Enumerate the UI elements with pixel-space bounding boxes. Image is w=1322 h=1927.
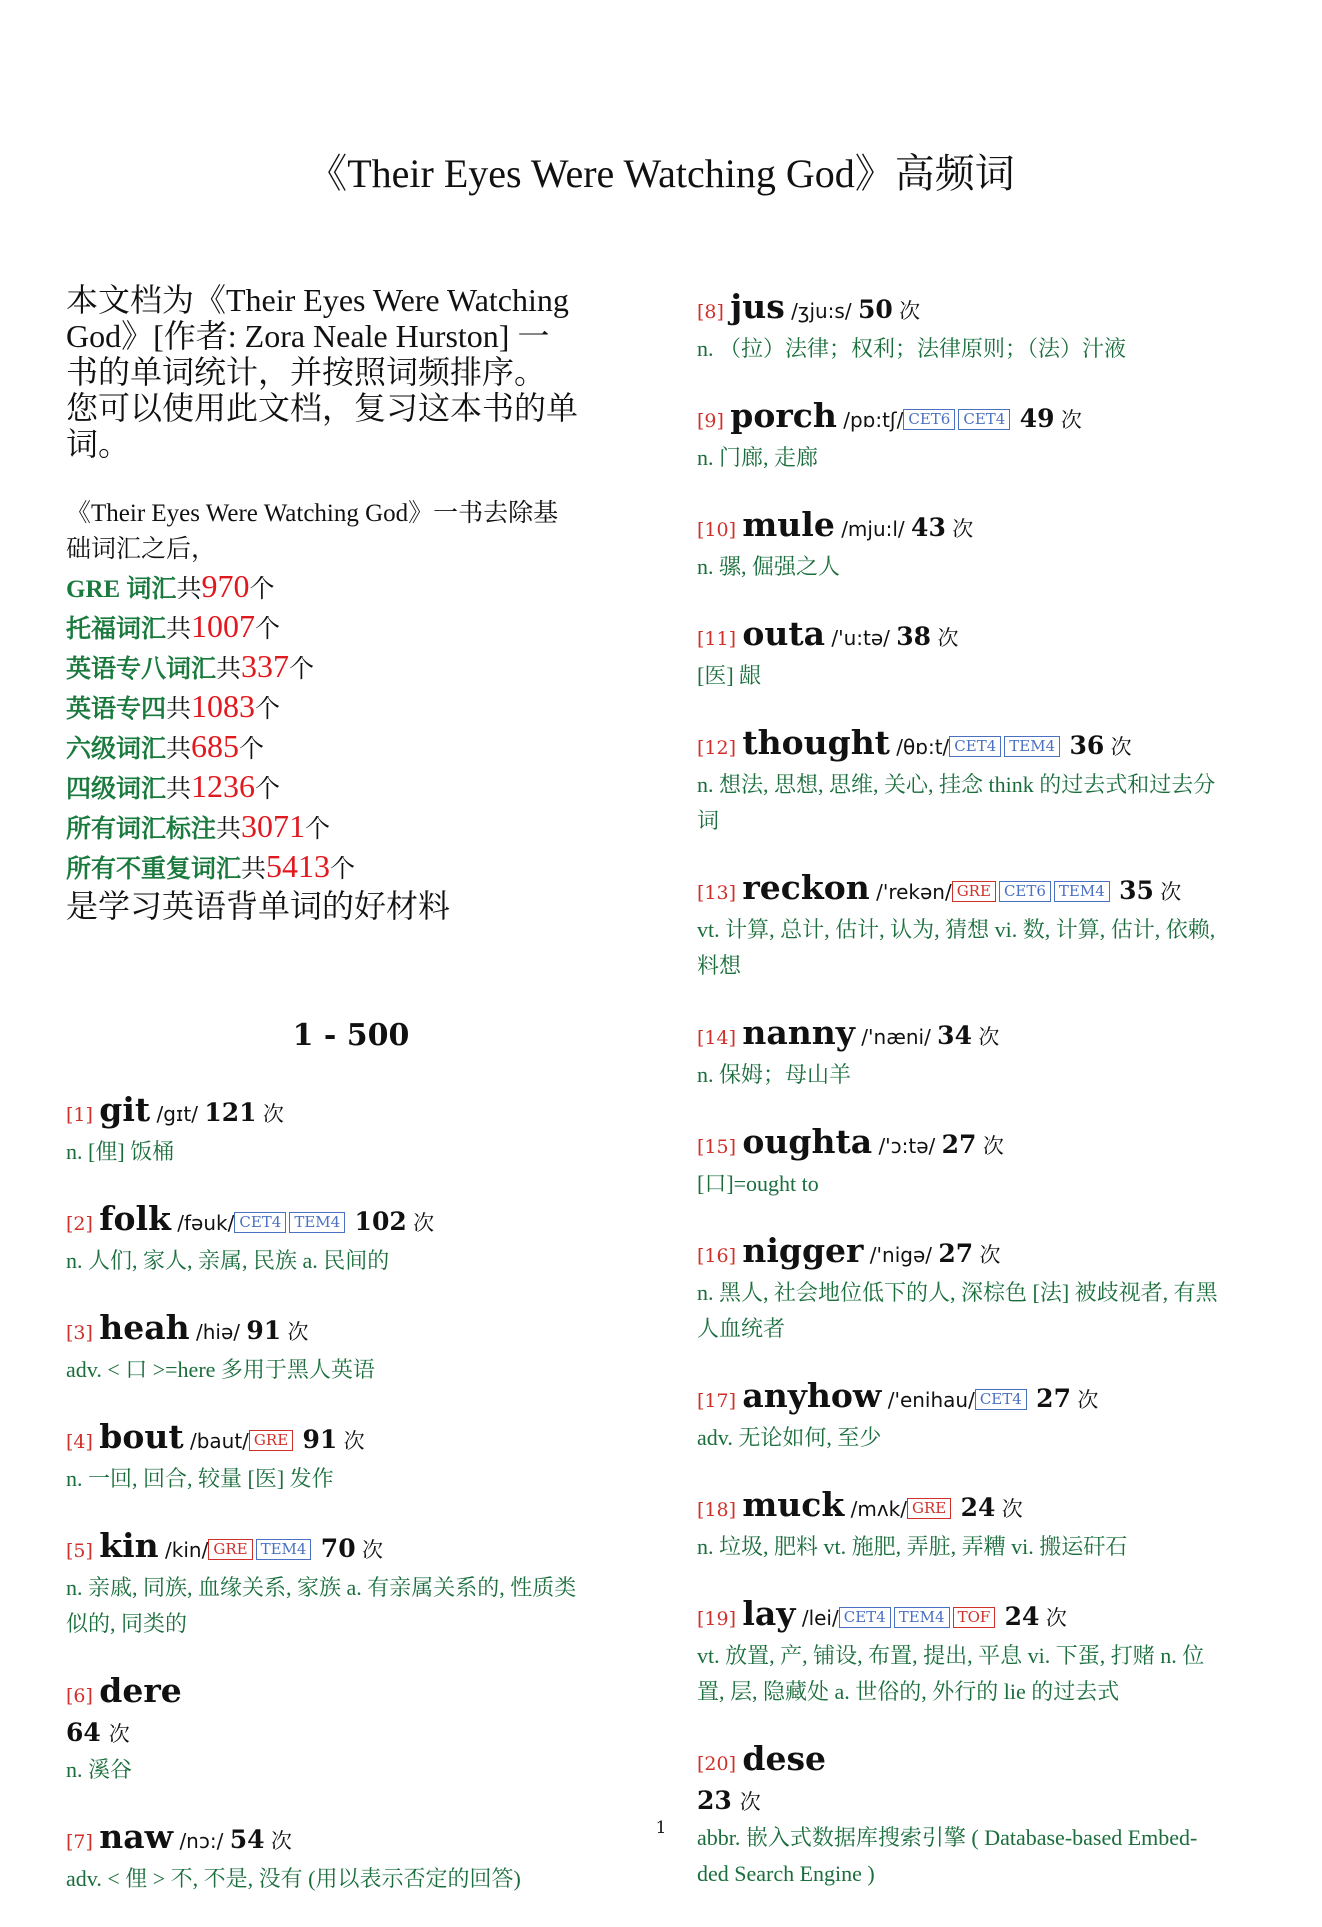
stat-label: 六级词汇 <box>66 736 167 763</box>
entry-pronunciation: /lei/ <box>801 1606 839 1630</box>
entry-header <box>697 1595 1277 1638</box>
frequency-unit: 次 <box>978 1025 1000 1049</box>
word-entry <box>697 615 1277 694</box>
range-heading: 1 - 500 <box>292 1018 410 1053</box>
entry-list-right <box>697 288 1277 1892</box>
stat-count: 1007 <box>191 608 256 644</box>
stat-count: 3071 <box>241 808 306 844</box>
entry-word: jus <box>730 287 785 326</box>
entry-frequency: 24 <box>960 1493 996 1522</box>
stat-row <box>66 688 636 728</box>
entry-definition: ded Search Engine ) <box>697 1861 875 1886</box>
entry-frequency: 70 <box>320 1534 356 1563</box>
frequency-unit: 次 <box>982 1134 1004 1158</box>
frequency-unit: 次 <box>739 1790 761 1814</box>
page-number: 1 <box>655 1818 667 1838</box>
stat-post: 个 <box>255 776 281 803</box>
entry-header <box>66 1527 636 1570</box>
exam-tag: CET4 <box>975 1389 1027 1410</box>
word-entry <box>66 1200 636 1279</box>
entry-list-left <box>66 1091 636 1897</box>
entry-word: outa <box>742 614 826 653</box>
frequency-unit: 次 <box>361 1538 383 1562</box>
stat-label: 四级词汇 <box>66 776 167 803</box>
entry-header <box>66 1418 636 1461</box>
entry-frequency: 24 <box>1004 1602 1040 1631</box>
entry-frequency: 27 <box>941 1130 977 1159</box>
exam-tag: GRE <box>907 1498 951 1519</box>
entry-pronunciation: /kin/ <box>165 1538 209 1562</box>
entry-pronunciation: /pɒ:tʃ/ <box>843 408 904 432</box>
exam-tag: TOF <box>953 1607 996 1628</box>
exam-tag: GRE <box>952 881 996 902</box>
entry-frequency: 54 <box>229 1825 265 1854</box>
word-entry <box>697 397 1277 476</box>
entry-definition: 似的, 同类的 <box>66 1611 188 1636</box>
exam-tag: GRE <box>249 1430 293 1451</box>
exam-tag: CET6 <box>903 409 955 430</box>
entry-definition: n. 黑人, 社会地位低下的人, 深棕色 [法] 被歧视者, 有黑 <box>697 1280 1218 1305</box>
entry-pronunciation: /baut/ <box>189 1429 249 1453</box>
entry-index: [14] <box>697 1027 737 1049</box>
frequency-unit: 次 <box>979 1243 1001 1267</box>
entry-definition: abbr. 嵌入式数据库搜索引擎 ( Database-based Embed- <box>697 1825 1198 1850</box>
entry-definition: n. [俚] 饭桶 <box>66 1139 175 1164</box>
exam-tag: TEM4 <box>256 1539 312 1560</box>
stat-post: 个 <box>289 656 315 683</box>
stat-post: 个 <box>255 616 281 643</box>
entry-word: nanny <box>742 1013 855 1052</box>
entry-index: [2] <box>66 1213 93 1235</box>
intro-line: God》[作者: Zora Neale Hurston] 一 <box>66 318 550 354</box>
stat-label: 英语专八词汇 <box>66 656 217 683</box>
entry-frequency: 36 <box>1069 731 1105 760</box>
word-entry <box>697 288 1277 367</box>
stat-pre: 共 <box>241 856 267 883</box>
frequency-unit: 次 <box>1077 1388 1099 1412</box>
stat-row <box>66 728 636 768</box>
entry-frequency: 64 <box>66 1718 101 1747</box>
intro-line: 书的单词统计，并按照词频排序。 <box>66 354 547 390</box>
stat-row <box>66 648 636 688</box>
entry-pronunciation: /'næni/ <box>861 1025 931 1049</box>
frequency-unit: 次 <box>287 1320 309 1344</box>
entry-index: [8] <box>697 301 724 323</box>
word-entry <box>66 1527 636 1642</box>
entry-frequency: 91 <box>246 1316 282 1345</box>
entry-frequency: 35 <box>1119 876 1154 905</box>
entry-frequency: 23 <box>697 1786 732 1815</box>
entry-definition: n. （拉）法律；权利；法律原则；（法）汁液 <box>697 336 1127 361</box>
entry-pronunciation: /'nigə/ <box>869 1243 933 1267</box>
entry-index: [12] <box>697 737 737 759</box>
entry-index: [3] <box>66 1322 93 1344</box>
word-entry <box>697 1123 1277 1202</box>
entry-definition: n. 一回, 回合, 较量 [医] 发作 <box>66 1466 334 1491</box>
stat-pre: 共 <box>176 576 202 603</box>
entry-index: [10] <box>697 519 737 541</box>
frequency-unit: 次 <box>899 299 921 323</box>
entry-word: dese <box>742 1739 827 1778</box>
entry-word: dere <box>99 1671 182 1710</box>
intro-line: 您可以使用此文档，复习这本书的单 <box>66 390 579 426</box>
entry-index: [11] <box>697 628 737 650</box>
frequency-unit: 次 <box>413 1211 435 1235</box>
entry-frequency: 121 <box>204 1098 257 1127</box>
stat-count: 5413 <box>266 848 331 884</box>
entry-header <box>697 397 1277 440</box>
entry-definition: n. 骡, 倔强之人 <box>697 554 841 579</box>
stat-pre: 共 <box>166 696 192 723</box>
entry-frequency: 34 <box>937 1021 972 1050</box>
entry-index: [20] <box>697 1753 737 1775</box>
stat-pre: 共 <box>216 816 242 843</box>
closing-line: 是学习英语背单词的好材料 <box>66 888 451 924</box>
entry-word: heah <box>99 1308 190 1347</box>
word-entry <box>697 1740 1277 1892</box>
entry-index: [1] <box>66 1104 93 1126</box>
intro-paragraph <box>66 282 636 462</box>
stat-label: 所有不重复词汇 <box>66 856 242 883</box>
word-entry <box>697 506 1277 585</box>
entry-definition: 词 <box>697 808 720 833</box>
word-entry <box>697 1014 1277 1093</box>
entry-header <box>697 288 1277 331</box>
stat-post: 个 <box>305 816 331 843</box>
frequency-unit: 次 <box>937 626 959 650</box>
entry-word: naw <box>99 1817 174 1856</box>
entry-pronunciation: /mʌk/ <box>850 1497 907 1521</box>
entry-frequency: 91 <box>302 1425 338 1454</box>
stat-count: 337 <box>241 648 290 684</box>
exam-tag: CET4 <box>958 409 1010 430</box>
stat-pre: 共 <box>166 616 192 643</box>
entry-pronunciation: /mju:l/ <box>841 517 905 541</box>
stat-post: 个 <box>249 576 275 603</box>
exam-tag: GRE <box>208 1539 252 1560</box>
word-entry <box>697 1232 1277 1347</box>
entry-frequency: 49 <box>1019 404 1055 433</box>
entry-frequency: 38 <box>896 622 932 651</box>
stat-row <box>66 808 636 848</box>
entry-index: [15] <box>697 1136 737 1158</box>
entry-definition: adv. 无论如何, 至少 <box>697 1425 882 1450</box>
entry-header <box>697 1232 1277 1275</box>
entry-definition: adv. < 口 >=here 多用于黑人英语 <box>66 1357 375 1382</box>
entry-definition: 人血统者 <box>697 1316 786 1341</box>
entry-index: [18] <box>697 1499 737 1521</box>
entry-word: oughta <box>742 1122 873 1161</box>
entry-word: reckon <box>742 868 870 907</box>
entry-index: [4] <box>66 1431 93 1453</box>
entry-definition: 置, 层, 隐藏处 a. 世俗的, 外行的 lie 的过去式 <box>697 1679 1120 1704</box>
stat-label: GRE 词汇 <box>66 576 177 603</box>
word-entry <box>66 1672 636 1788</box>
frequency-unit: 次 <box>270 1829 292 1853</box>
entry-header <box>66 1200 636 1243</box>
vocabulary-stats <box>66 568 636 888</box>
entry-header <box>697 506 1277 549</box>
stat-count: 1236 <box>191 768 256 804</box>
left-column <box>66 282 636 1927</box>
exam-tag: TEM4 <box>1004 736 1060 757</box>
frequency-unit: 次 <box>262 1102 284 1126</box>
stat-label: 托福词汇 <box>66 616 167 643</box>
entry-index: [7] <box>66 1831 93 1853</box>
word-entry <box>66 1091 636 1170</box>
exam-tag: TEM4 <box>289 1212 345 1233</box>
stat-label: 英语专四 <box>66 696 167 723</box>
summary-paragraph <box>66 496 636 568</box>
entry-frequency: 50 <box>857 295 893 324</box>
frequency-unit: 次 <box>1001 1497 1023 1521</box>
stat-row <box>66 568 636 608</box>
stat-post: 个 <box>255 696 281 723</box>
entry-header <box>697 869 1277 912</box>
intro-line: 本文档为《Their Eyes Were Watching <box>66 282 569 318</box>
entry-header <box>697 1377 1277 1420</box>
stat-count: 970 <box>201 568 250 604</box>
entry-word: git <box>99 1090 151 1129</box>
right-column <box>697 288 1277 1922</box>
entry-pronunciation: /'enihau/ <box>887 1388 975 1412</box>
entry-definition: [医] 龈 <box>697 663 762 688</box>
entry-word: thought <box>742 723 890 762</box>
entry-header <box>697 1486 1277 1529</box>
entry-header <box>697 1740 1277 1783</box>
stat-label: 所有词汇标注 <box>66 816 217 843</box>
entry-header <box>697 615 1277 658</box>
entry-definition: n. 亲戚, 同族, 血缘关系, 家族 a. 有亲属关系的, 性质类 <box>66 1575 577 1600</box>
intro-line: 词。 <box>66 426 131 462</box>
exam-tag: CET4 <box>839 1607 891 1628</box>
entry-word: lay <box>742 1594 796 1633</box>
entry-word: kin <box>99 1526 159 1565</box>
frequency-unit: 次 <box>343 1429 365 1453</box>
entry-pronunciation: /'u:tə/ <box>831 626 890 650</box>
entry-index: [5] <box>66 1540 93 1562</box>
word-entry <box>697 1377 1277 1456</box>
frequency-unit: 次 <box>952 517 974 541</box>
word-entry <box>697 1486 1277 1565</box>
entry-index: [16] <box>697 1245 737 1267</box>
entry-pronunciation: /hiə/ <box>196 1320 241 1344</box>
entry-word: bout <box>99 1417 184 1456</box>
entry-frequency: 27 <box>938 1239 974 1268</box>
stat-row <box>66 768 636 808</box>
entry-definition: 料想 <box>697 953 742 978</box>
stat-pre: 共 <box>166 776 192 803</box>
entry-header <box>697 1123 1277 1166</box>
entry-definition: n. 人们, 家人, 亲属, 民族 a. 民间的 <box>66 1248 390 1273</box>
entry-word: mule <box>742 505 835 544</box>
stat-count: 1083 <box>191 688 256 724</box>
entry-pronunciation: /'ɔ:tə/ <box>878 1134 936 1158</box>
stat-post: 个 <box>330 856 356 883</box>
entry-definition: vt. 放置, 产, 铺设, 布置, 提出, 平息 vi. 下蛋, 打赌 n. 位 <box>697 1643 1205 1668</box>
stat-post: 个 <box>239 736 265 763</box>
exam-tag: CET4 <box>234 1212 286 1233</box>
entry-pronunciation: /θɒ:t/ <box>896 735 950 759</box>
entry-pronunciation: /'rekən/ <box>876 880 952 904</box>
summary-line: 础词汇之后， <box>66 536 217 563</box>
frequency-unit: 次 <box>1110 735 1132 759</box>
entry-header <box>697 724 1277 767</box>
entry-index: [19] <box>697 1608 737 1630</box>
entry-pronunciation: /nɔ:/ <box>179 1829 224 1853</box>
entry-header <box>66 1309 636 1352</box>
entry-word: muck <box>742 1485 845 1524</box>
entry-definition: vt. 计算, 总计, 估计, 认为, 猜想 vi. 数, 计算, 估计, 依赖, <box>697 917 1216 942</box>
frequency-unit: 次 <box>108 1722 130 1746</box>
entry-word: anyhow <box>742 1376 882 1415</box>
entry-index: [9] <box>697 410 724 432</box>
stat-pre: 共 <box>216 656 242 683</box>
entry-pronunciation: /ʒju:s/ <box>791 299 852 323</box>
entry-definition: [口]=ought to <box>697 1171 819 1196</box>
entry-definition: n. 保姆；母山羊 <box>697 1062 852 1087</box>
entry-header <box>66 1091 636 1134</box>
stat-row <box>66 608 636 648</box>
entry-frequency: 27 <box>1036 1384 1071 1413</box>
stat-count: 685 <box>191 728 240 764</box>
entry-definition: n. 垃圾, 肥料 vt. 施肥, 弄脏, 弄糟 vi. 搬运矸石 <box>697 1534 1128 1559</box>
entry-definition: n. 门廊, 走廊 <box>697 445 819 470</box>
word-entry <box>697 869 1277 984</box>
entry-word: folk <box>99 1199 171 1238</box>
exam-tag: CET6 <box>999 881 1051 902</box>
entry-pronunciation: /fəuk/ <box>177 1211 235 1235</box>
exam-tag: TEM4 <box>1054 881 1110 902</box>
frequency-unit: 次 <box>1060 408 1082 432</box>
stat-row <box>66 848 636 888</box>
stat-pre: 共 <box>166 736 192 763</box>
entry-frequency: 102 <box>354 1207 407 1236</box>
exam-tag: TEM4 <box>894 1607 950 1628</box>
word-entry <box>697 724 1277 839</box>
entry-frequency: 43 <box>911 513 946 542</box>
entry-index: [17] <box>697 1390 737 1412</box>
entry-index: [6] <box>66 1685 93 1707</box>
document-title: 《Their Eyes Were Watching God》高频词 <box>307 151 1015 196</box>
entry-header <box>697 1014 1277 1057</box>
entry-header <box>66 1672 636 1715</box>
word-entry <box>697 1595 1277 1710</box>
word-entry <box>66 1418 636 1497</box>
summary-line: 《Their Eyes Were Watching God》一书去除基 <box>66 500 559 527</box>
entry-pronunciation: /gɪt/ <box>156 1102 198 1126</box>
entry-frequency-line <box>66 1715 636 1752</box>
frequency-unit: 次 <box>1160 880 1182 904</box>
frequency-unit: 次 <box>1045 1606 1067 1630</box>
exam-tag: CET4 <box>949 736 1001 757</box>
entry-index: [13] <box>697 882 737 904</box>
entry-frequency-line <box>697 1783 1277 1820</box>
entry-definition: adv. < 俚 > 不, 不是, 没有 (用以表示否定的回答) <box>66 1866 521 1891</box>
entry-definition: n. 想法, 思想, 思维, 关心, 挂念 think 的过去式和过去分 <box>697 772 1216 797</box>
word-entry <box>66 1309 636 1388</box>
entry-definition: n. 溪谷 <box>66 1757 133 1782</box>
entry-word: porch <box>730 396 837 435</box>
entry-word: nigger <box>742 1231 864 1270</box>
